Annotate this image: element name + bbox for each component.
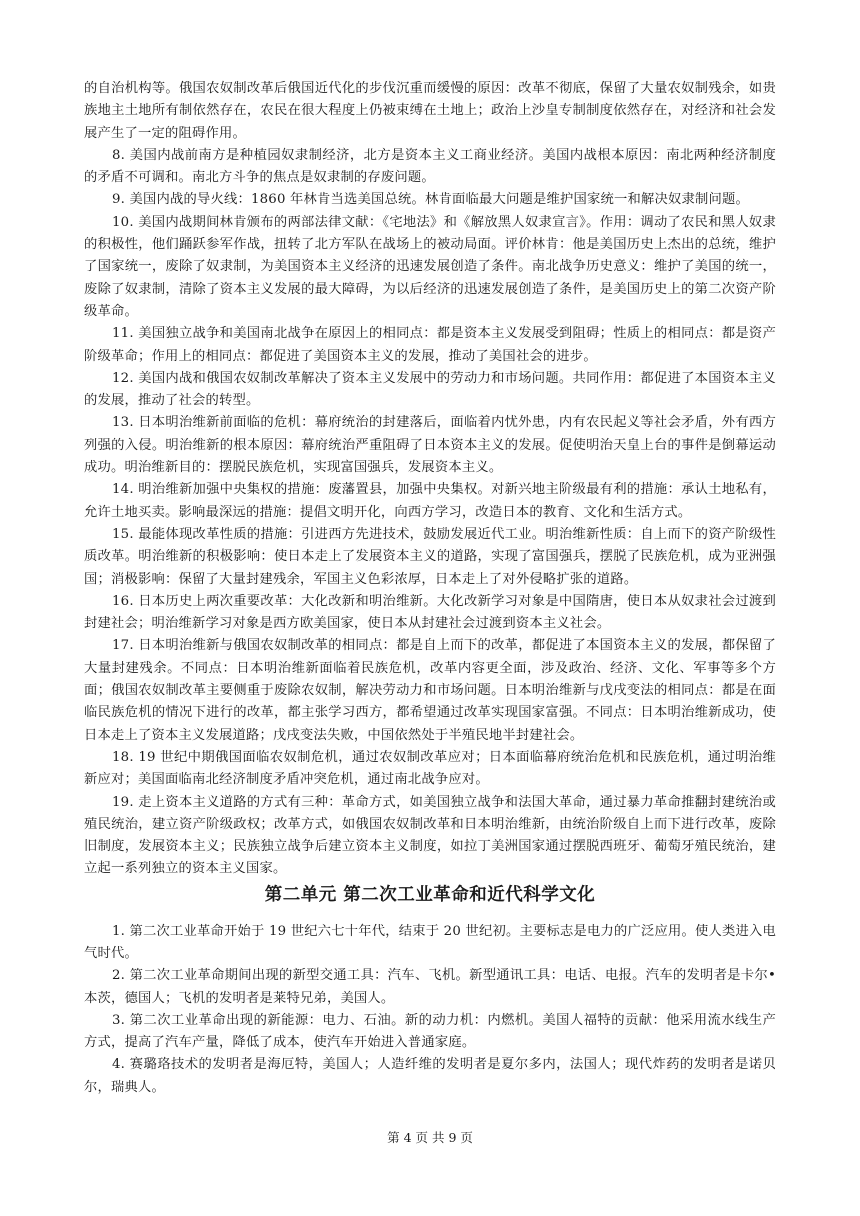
paragraph-item-15: 15. 最能体现改革性质的措施：引进西方先进技术，鼓励发展近代工业。明治维新性质：自上而下的资产阶级性质改革。明治维新的积极影响：使日本走上了发展资本主义的道路，实现了富国强兵，摆脱了民族危机，成为亚洲强国；消极影响：保留了大量封建残余，军国主义色彩浓厚，日本走上了对外侵略扩张的道路。	[84, 526, 776, 587]
paragraph-continuation: 的自治机构等。俄国农奴制改革后俄国近代化的步伐沉重而缓慢的原因：改革不彻底，保留了大量农奴制残余，如贵族地主土地所有制依然存在，农民在很大程度上仍被束缚在土地上；政治上沙皇专制制度依然存在，对经济和社会发展产生了一定的阻碍作用。	[84, 81, 776, 141]
paragraph-item-8: 8. 美国内战前南方是种植园奴隶制经济，北方是资本主义工商业经济。美国内战根本原因：南北两种经济制度的矛盾不可调和。南北方斗争的焦点是奴隶制的存废问题。	[84, 147, 776, 186]
paragraph-item-9: 9. 美国内战的导火线：1860 年林肯当选美国总统。林肯面临最大问题是维护国家统一和解决奴隶制问题。	[112, 192, 749, 208]
page-number-footer: 第 4 页 共 9 页	[387, 1130, 473, 1145]
paragraph-item-10: 10. 美国内战期间林肯颁布的两部法律文献：《宅地法》和《解放黑人奴隶宣言》。作用：调动了农民和黑人奴隶的积极性，他们踊跃参军作战，扭转了北方军队在战场上的被动局面。评价林肯：他是美国历史上杰出的总统，维护了国家统一，废除了奴隶制，为美国资本主义经济的迅速发展创造了条件。南北战争历史意义：维护了美国的统一，废除了奴隶制，清除了资本主义发展的最大障碍，为以后经济的迅速发展创造了条件，是美国历史上的第二次资产阶级革命。	[84, 214, 776, 319]
paragraph-item-13: 13. 日本明治维新前面临的危机：幕府统治的封建落后，面临着内忧外患，内有农民起义等社会矛盾，外有西方列强的入侵。明治维新的根本原因：幕府统治严重阻碍了日本资本主义的发展。促使明治天皇上台的事件是倒幕运动成功。明治维新目的：摆脱民族危机，实现富国强兵，发展资本主义。	[84, 415, 776, 476]
paragraph-item-14: 14. 明治维新加强中央集权的措施：废藩置县，加强中央集权。对新兴地主阶级最有利的措施：承认土地私有，允许土地买卖。影响最深远的措施：提倡文明开化，向西方学习，改造日本的教育、文化和生活方式。	[84, 482, 776, 520]
paragraph-item-16: 16. 日本历史上两次重要改革：大化改新和明治维新。大化改新学习对象是中国隋唐，使日本从奴隶社会过渡到封建社会；明治维新学习对象是西方欧美国家，使日本从封建社会过渡到资本主义社会。	[84, 593, 776, 632]
paragraph-unit2-item-4: 4. 赛璐珞技术的发明者是海厄特，美国人；人造纤维的发明者是夏尔多内，法国人；现代炸药的发明者是诺贝尔，瑞典人。	[84, 1057, 776, 1095]
paragraph-item-18: 18. 19 世纪中期俄国面临农奴制危机，通过农奴制改革应对；日本面临幕府统治危机和民族危机，通过明治维新应对；美国面临南北经济制度矛盾冲突危机，通过南北战争应对。	[84, 749, 776, 788]
paragraph-item-19: 19. 走上资本主义道路的方式有三种：革命方式，如美国独立战争和法国大革命，通过暴力革命推翻封建统治或殖民统治，建立资产阶级政权；改革方式，如俄国农奴制改革和日本明治维新，由统治阶级自上而下进行改革，废除旧制度，发展资本主义；民族独立战争后建立资本主义制度，如拉丁美洲国家通过摆脱西班牙、葡萄牙殖民统治，建立起一系列独立的资本主义国家。	[84, 794, 776, 877]
document-page	[84, 78, 776, 1099]
paragraph-unit2-item-3: 3. 第二次工业革命出现的新能源：电力、石油。新的动力机：内燃机。美国人福特的贡献：他采用流水线生产方式，提高了汽车产量，降低了成本，使汽车开始进入普通家庭。	[84, 1012, 776, 1051]
paragraph-item-12: 12. 美国内战和俄国农奴制改革解决了资本主义发展中的劳动力和市场问题。共同作用：都促进了本国资本主义的发展，推动了社会的转型。	[84, 370, 776, 409]
paragraph-item-17: 17. 日本明治维新与俄国农奴制改革的相同点：都是自上而下的改革，都促进了本国资本主义的发展，都保留了大量封建残余。不同点：日本明治维新面临着民族危机，改革内容更全面，涉及政治、经济、文化、军事等多个方面；俄国农奴制改革主要侧重于废除农奴制，解决劳动力和市场问题。日本明治维新与戊戌变法的相同点：都是在面临民族危机的情况下进行的改革，都主张学习西方，都希望通过改革实现国家富强。不同点：日本明治维新成功，使日本走上了资本主义发展道路；戊戌变法失败，中国依然处于半殖民地半封建社会。	[84, 638, 776, 743]
paragraph-unit2-item-1: 1. 第二次工业革命开始于 19 世纪六七十年代，结束于 20 世纪初。主要标志是电力的广泛应用。使人类进入电气时代。	[84, 923, 776, 961]
paragraph-item-11: 11. 美国独立战争和美国南北战争在原因上的相同点：都是资本主义发展受到阻碍；性质上的相同点：都是资产阶级革命；作用上的相同点：都促进了美国资本主义的发展，推动了美国社会的进步。	[84, 326, 776, 364]
section-heading: 第二单元 第二次工业革命和近代科学文化	[264, 884, 596, 905]
paragraph-unit2-item-2: 2. 第二次工业革命期间出现的新型交通工具：汽车、飞机。新型通讯工具：电话、电报。汽车的发明者是卡尔•本茨，德国人；飞机的发明者是莱特兄弟，美国人。	[84, 968, 776, 1006]
